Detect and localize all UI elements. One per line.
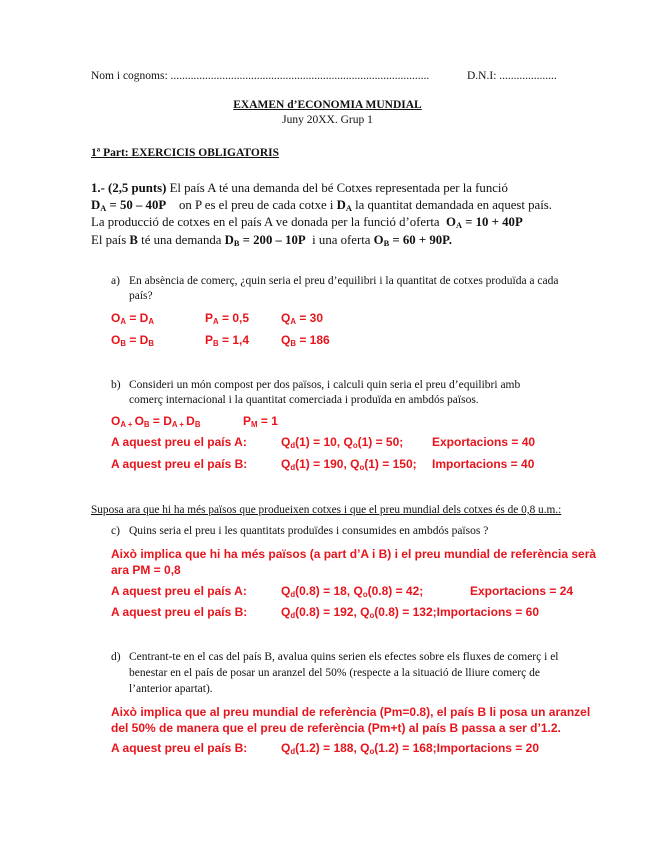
- q-c-row-a-label: A aquest preu el país A:: [111, 584, 247, 598]
- exercise-line-2: [91, 197, 552, 213]
- exercise-text-2b: la quantitat demandada en aquest país.: [355, 198, 552, 212]
- q-b-marker: b): [111, 379, 121, 391]
- q-d-answer-1: Això implica que al preu mundial de referència (Pm=0.8), el país B li posa un aranzel: [111, 705, 591, 719]
- q-a-quantity-b: $Q_B = 186$: [281, 333, 330, 348]
- q-d-text-2: benestar en el país de posar un aranzel del 50% (respecte a la situació de lliure comerç de: [129, 667, 540, 679]
- q-a-eq-b: $O_B = D_B$: [111, 333, 154, 348]
- q-b-row-a-quantities: $Q_d(1) = 10$, $Q_o(1) = 50$;: [281, 435, 404, 450]
- q-b-text-1: Consideri un món compost per dos països, i calculi quin seria el preu d’equilibri amb: [129, 379, 521, 391]
- exercise-text-1: El país A té una demanda del bé Cotxes representada per la funció: [169, 181, 508, 195]
- name-label: Nom i cognoms:: [91, 70, 168, 82]
- exercise-text-4b: té una demanda: [141, 233, 222, 247]
- q-c-answer-2: ara PM = 0,8: [111, 563, 181, 577]
- q-a-price-a: $P_A = 0,5$: [205, 311, 250, 326]
- q-b-row-a-label: A aquest preu el país A:: [111, 435, 247, 449]
- q-c-answer-1: Això implica que hi ha més països (a part d’A i B) i el preu mundial de referència serà: [111, 547, 597, 561]
- q-c-marker: c): [111, 525, 120, 537]
- q-d-row-b-label: A aquest preu el país B:: [111, 741, 248, 755]
- q-a-marker: a): [111, 275, 120, 287]
- demand-a-ref: $D_A$: [336, 198, 352, 214]
- exam-date-group: Juny 20XX. Grup 1: [282, 114, 373, 126]
- exercise-line-1: [91, 180, 508, 196]
- q-d-marker: d): [111, 651, 121, 663]
- supply-a-formula: $O_A = 10 + 40P$: [445, 215, 523, 231]
- country-b: B: [129, 233, 138, 247]
- q-d-answer-2: del 50% de manera que el preu de referència (Pm+t) al país B passa a ser d’1.2.: [111, 721, 561, 735]
- q-b-text-2: comerç internacional i la quantitat comerciada i produïda en ambdós països.: [129, 394, 479, 406]
- suppose-statement: Suposa ara que hi ha més països que produeixen cotxes i que el preu mundial dels cotxes és de 0,8 u.m.:: [91, 504, 562, 516]
- name-dots: ..........................................................................................: [170, 70, 430, 82]
- q-c-text: Quins seria el preu i les quantitats produïdes i consumides en ambdós països ?: [129, 525, 489, 537]
- q-c-row-b-quantities: $Q_d(0.8) = 192$, $Q_o(0.8)$ = 132;Importacions = 60: [281, 605, 539, 620]
- q-a-eq-a: $O_A = D_A$: [111, 311, 154, 326]
- q-b-row-b-label: A aquest preu el país B:: [111, 457, 248, 471]
- demand-a-formula: $D_A = 50 - 40P$: [91, 198, 167, 214]
- q-a-text-2: país?: [129, 290, 153, 302]
- q-d-text-1: Centrant-te en el cas del país B, avalua quins serien els efectes sobre els fluxes de comerç i el: [129, 651, 559, 663]
- supply-b-formula: $O_B = 60 + 90P$.: [373, 233, 452, 249]
- exercise-text-3: La producció de cotxes en el país A ve donada per la funció d’oferta: [91, 215, 440, 229]
- q-c-row-a-quantities: $Q_d(0.8) = 18$, $Q_o(0.8) = 42$;: [281, 584, 424, 599]
- q-b-world-price: $P_M = 1$: [243, 414, 278, 429]
- q-a-quantity-a: $Q_A = 30$: [281, 311, 324, 326]
- q-d-text-3: l’anterior apartat).: [129, 683, 213, 695]
- dni-line: [467, 69, 557, 83]
- q-a-text-1: En absència de comerç, ¿quin seria el preu d’equilibri i la quantitat de cotxes produïda a cada: [129, 275, 559, 287]
- q-d-row-b-quantities: $Q_d(1.2) = 188$, $Q_o(1.2)$ = 168;Importacions = 20: [281, 741, 539, 756]
- demand-b-formula: $D_B = 200 - 10P$: [224, 233, 306, 249]
- exercise-line-4: [91, 232, 452, 248]
- dni-label: D.N.I:: [467, 70, 497, 82]
- exercise-text-4a: El país: [91, 233, 127, 247]
- q-b-row-b-quantities: $Q_d(1) = 190$, $Q_o(1) = 150$;: [281, 457, 417, 472]
- name-line: [91, 69, 429, 83]
- exercise-text-2: on P es el preu de cada cotxe i: [178, 198, 334, 212]
- dni-dots: ....................: [499, 70, 557, 82]
- exercise-line-3: [91, 214, 523, 230]
- q-a-price-b: $P_B = 1,4$: [205, 333, 250, 348]
- q-b-row-a-trade: Exportacions = 40: [432, 435, 536, 449]
- q-b-equation: $O_{A +}$ $O_B = D_{A +}$ $D_B$: [111, 414, 201, 429]
- exercise-number: 1.- (2,5 punts): [91, 181, 167, 195]
- q-c-row-a-trade: Exportacions = 24: [470, 584, 574, 598]
- q-c-row-b-label: A aquest preu el país B:: [111, 605, 248, 619]
- q-b-row-b-trade: Importacions = 40: [432, 457, 535, 471]
- exam-title: EXAMEN d’ECONOMIA MUNDIAL: [233, 99, 422, 111]
- part-heading: 1ª Part: EXERCICIS OBLIGATORIS: [91, 147, 280, 159]
- exercise-text-4c: i una oferta: [312, 233, 371, 247]
